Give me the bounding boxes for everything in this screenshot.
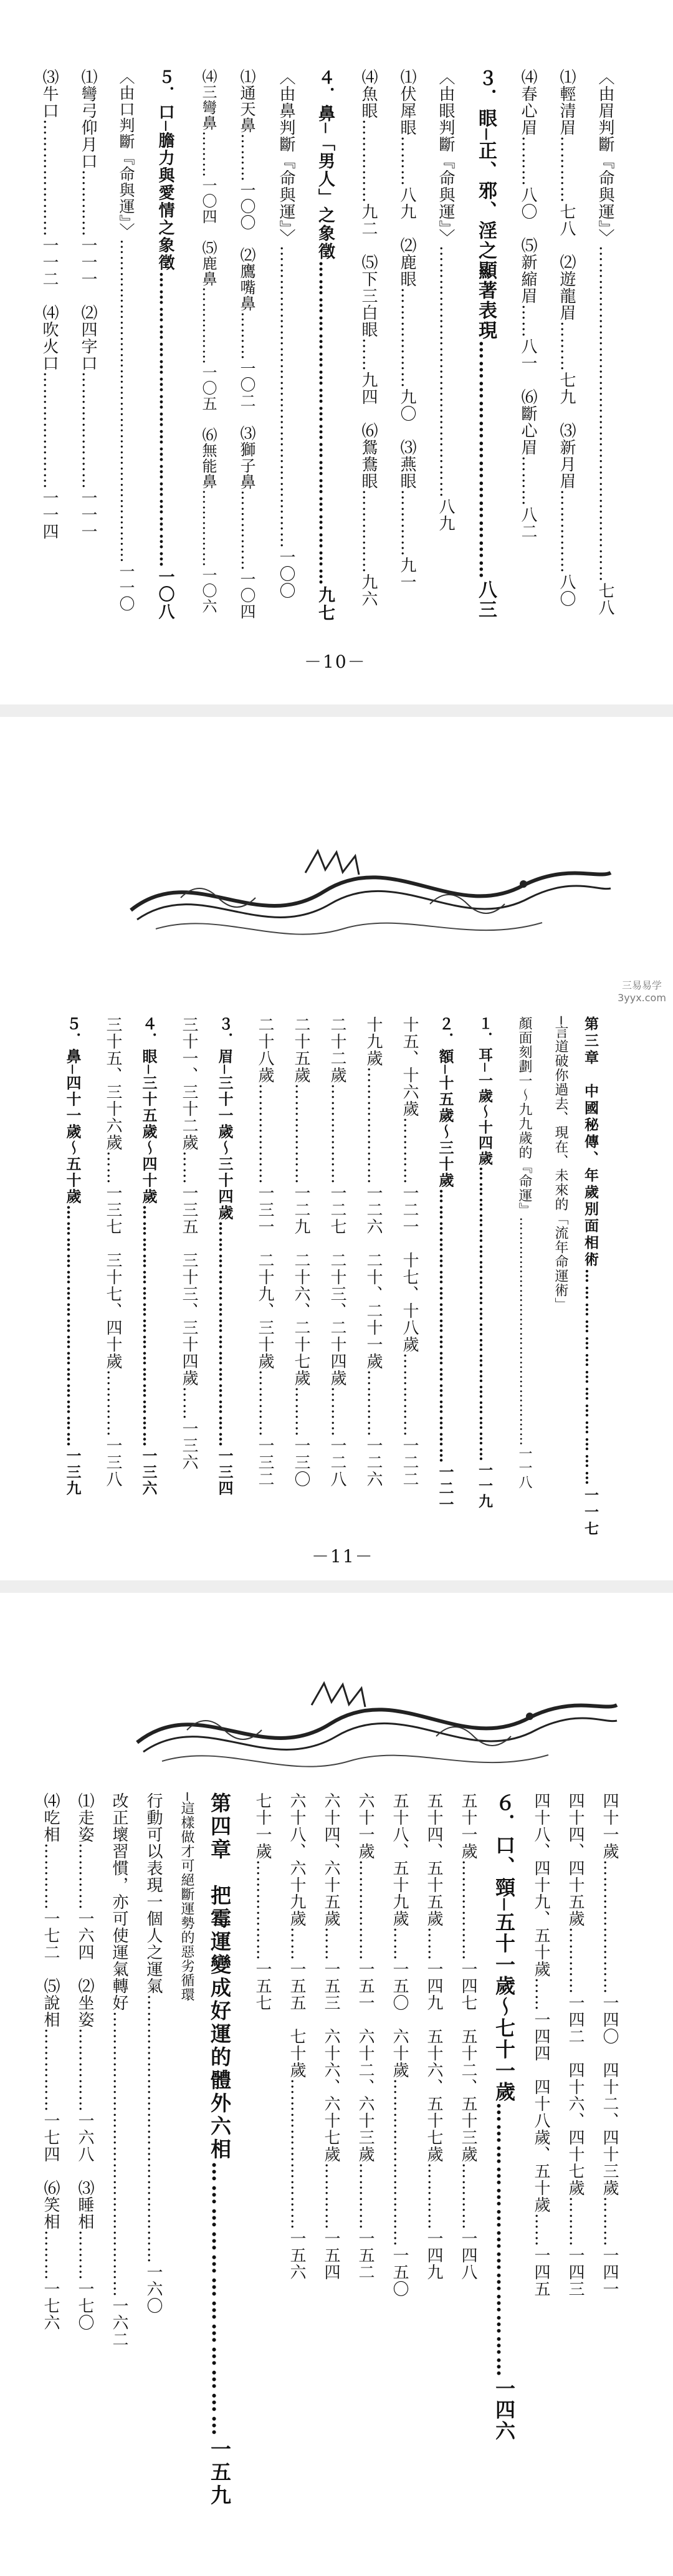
- toc-entry: 四十八、四十九、五十歲……一四四 四十八歲、五十歲……一四五: [532, 1792, 550, 2297]
- toc-entry: 五十一歲………………一四七 五十二、五十三歲…………一四八: [459, 1792, 477, 2280]
- chapter-title: 第三章 中國秘傳、年歲別面相術…………………………………一一七: [582, 1016, 599, 1538]
- page-number: －11－: [312, 1546, 374, 1567]
- page-number: －10－: [304, 651, 366, 672]
- section-heading: １．耳─一歲～十四歲…………………………………………………一一九: [476, 1016, 493, 1509]
- toc-entry: 十九歲…………………一二六 二十、二十一歲…………一二六: [364, 1016, 383, 1487]
- toc-entry: 〈由眉判斷『命與運』〉……………………………………………………七八: [596, 69, 614, 616]
- page-11: [0, 717, 673, 1580]
- toc-entry: 三十五、三十六歲……一三七 三十七、四十歲…………一三八: [103, 1016, 122, 1487]
- section-heading: ４．鼻─「男人」之象徵………………………………………………九七: [315, 69, 335, 623]
- toc-entry: 六十一歲………………一五一 六十二、六十三歲…………一五二: [356, 1792, 375, 2280]
- section-heading: ５．鼻─四十一歲～五十歲………………………………………一三九: [64, 1016, 82, 1497]
- toc-entry: 六十四、六十五歲……一五三 六十六、六十七歲…………一五四: [322, 1792, 340, 2280]
- section-heading: ３．眼─正、邪、淫之顯著表現………………………………八三: [475, 69, 497, 620]
- toc-entry: 二十二歲………………一二七 二十三、二十四歲………一二八: [328, 1016, 346, 1487]
- toc-entry: 七十一歲………………一五七: [253, 1792, 272, 2011]
- toc-entry: ⑴彎弓仰月口…………一一一 ⑵四字口…………………一一一: [79, 69, 97, 540]
- toc-entry: ⑴走姿…………一六四 ⑵坐姿……………一六八 ⑶睡相………一七〇: [75, 1792, 94, 2331]
- section-heading: ４．眼─三十五歲～四十歲………………………………………一三六: [140, 1016, 158, 1497]
- toc-entry: 二十五歲………………一二九 二十六、二十七歲………一三〇: [292, 1016, 310, 1487]
- toc-entry: 〈由眼判斷『命與運』〉………………………………………八九: [436, 69, 455, 532]
- toc-entry: ⑷春心眉………八〇 ⑸新縮眉……八一 ⑹斷心眉………八二: [518, 69, 537, 540]
- chapter-subtitle: ─這樣做才可絕斷運勢的惡劣循環: [179, 1792, 194, 2002]
- chapter-title: 第四章 把霉運變成好運的體外六相………………………………一五九: [208, 1792, 232, 2507]
- toc-entry: ⑶牛口…………………一一二 ⑷吹火口…………………一一四: [40, 69, 59, 540]
- toc-entry: ⑴通天鼻………一〇〇 ⑵鷹嘴鼻………一〇二 ⑶獅子鼻……………一〇四: [238, 69, 256, 620]
- dragon-illustration: [118, 835, 617, 954]
- toc-entry: 〈由鼻判斷『命與運』〉………………………………………………一〇〇: [277, 69, 295, 599]
- section-heading: ２．額─十五歲～三十歲……………………………………………一二一: [436, 1016, 454, 1513]
- toc-entry: 四十四、四十五歲…………一四二 四十六、四十七歲………一四三: [566, 1792, 585, 2297]
- toc-entry: ⑴輕清眉…………七八 ⑵遊龍眉………七九 ⑶新月眉……………八〇: [557, 69, 576, 607]
- toc-entry: 改正壞習慣，亦可使運氣轉好……………………………………………一六二: [110, 1792, 128, 2348]
- toc-entry: 五十八、五十九歲……一五〇 六十歲…………………………一五〇: [390, 1792, 409, 2297]
- toc-entry: 顏面刻劃一～九九歲的『命運』…………………………………………一一八: [517, 1016, 532, 1489]
- page-10: [0, 0, 673, 704]
- section-heading: ５．口─膽力與愛情之象徵……………………………………………一〇八: [156, 69, 174, 621]
- page-12: [0, 1593, 673, 2576]
- section-heading: ３．眉─三十一歲～三十四歲……………………………………一三四: [216, 1016, 234, 1497]
- toc-entry: 四十一歲……………………一四〇 四十二、四十三歲………一四一: [600, 1792, 619, 2297]
- toc-entry: 行動可以表現一個人之運氣…………………………………………一六〇: [144, 1792, 163, 2314]
- toc-entry: ⑷三彎鼻………一〇四 ⑸鹿鼻……………一〇五 ⑹無能鼻……………一〇六: [199, 69, 217, 614]
- toc-entry: 〈由口判斷『命與運』〉……………………………………………………一一〇: [117, 69, 135, 612]
- toc-entry: 十五、十六歲…………一二一 十七、十八歲……………一二二: [400, 1016, 419, 1487]
- toc-entry: ⑴伏犀眼………八九 ⑵鹿眼………………九〇 ⑶燕眼…………九一: [398, 69, 416, 590]
- toc-entry: 三十一、三十二歲……一三五 三十三、三十四歲……一三六: [179, 1016, 198, 1471]
- toc-entry: 六十八、六十九歲……一五五 七十歲………………………一五六: [287, 1792, 306, 2280]
- dragon-illustration: [125, 1668, 623, 1786]
- toc-entry: 二十八歲………………一三一 二十九、三十歲…………一三二: [255, 1016, 274, 1487]
- toc-entry: ⑷吃相…………一七二 ⑸說相……………一七四 ⑹笑相………一七六: [41, 1792, 60, 2331]
- section-heading: ６．口、頸─五十一歲～七十一歲…………………………………一四六: [492, 1792, 516, 2442]
- toc-entry: ⑷魚眼……………九二 ⑸下三白眼……九四 ⑹鴛鴦眼……………九六: [359, 69, 378, 607]
- watermark: 三易易学 3yyx.com: [618, 979, 666, 1004]
- toc-entry: 五十四、五十五歲……一四九 五十六、五十七歲…………一四九: [424, 1792, 443, 2280]
- chapter-subtitle: ─言道破你過去、現在、未來的「流年命運術」: [553, 1016, 568, 1312]
